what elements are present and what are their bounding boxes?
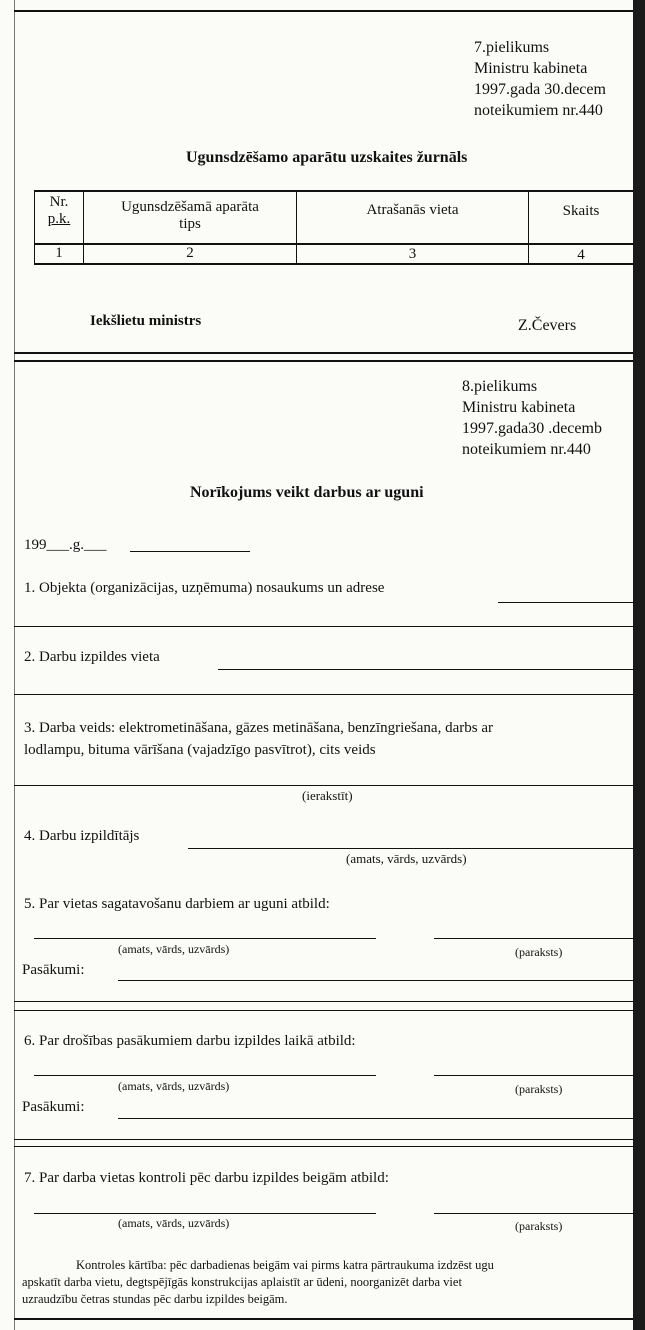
control-sign-note: (paraksts) bbox=[515, 1219, 563, 1233]
table-col-number: 3 bbox=[408, 246, 417, 262]
table-col-number: 2 bbox=[186, 245, 194, 261]
bottom-border-line bbox=[14, 1318, 634, 1320]
item-executor: 4. Darbu izpildītājs bbox=[24, 828, 140, 844]
annex7-title: Ugunsdzēšamo aparātu uzskaites žurnāls bbox=[186, 149, 468, 166]
table-header-count: Skaits bbox=[562, 203, 600, 219]
work-type-note: (ierakstīt) bbox=[302, 788, 353, 803]
item-work-type-line2: lodlampu, bituma vārīšana (vajadzīgo pasvītrot), cits veids bbox=[24, 742, 376, 758]
control-procedure-line1: Kontroles kārtība: pēc darbadienas beigām vai pirms katra pārtraukuma izdzēst ugu bbox=[76, 1258, 494, 1272]
right-edge-bar bbox=[633, 0, 645, 1330]
annex7-ref-line: noteikumiem nr.440 bbox=[474, 102, 603, 119]
table-col-number: 1 bbox=[55, 245, 63, 261]
item-object: 1. Objekta (organizācijas, uzņēmuma) nosaukums un adrese bbox=[24, 580, 385, 596]
item-location: 2. Darbu izpildes vieta bbox=[24, 649, 160, 665]
top-border-line bbox=[14, 10, 634, 12]
annex8-ref-line: 1997.gada30 .decemb bbox=[462, 420, 602, 437]
annex7-ref-line: 1997.gada 30.decem bbox=[474, 81, 606, 98]
table-header-location: Atrašanās vieta bbox=[366, 202, 459, 218]
item-preparation: 5. Par vietas sagatavošanu darbiem ar uguni atbild: bbox=[24, 896, 330, 912]
annex8-ref-line: noteikumiem nr.440 bbox=[462, 441, 591, 458]
item-safety: 6. Par drošības pasākumiem darbu izpildes laikā atbild: bbox=[24, 1033, 356, 1049]
annex-separator bbox=[14, 352, 634, 354]
safety-measures-label: Pasākumi: bbox=[22, 1099, 85, 1115]
control-name-note: (amats, vārds, uzvārds) bbox=[118, 1216, 230, 1230]
date-line: 199___.g.___ bbox=[24, 537, 107, 553]
annex8-ref-line: 8.pielikums bbox=[462, 378, 538, 395]
date-fill-line bbox=[130, 551, 250, 552]
item-work-type-line1: 3. Darba veids: elektrometināšana, gāzes metināšana, benzīngriešana, darbs ar bbox=[24, 720, 493, 736]
executor-note: (amats, vārds, uzvārds) bbox=[346, 851, 467, 866]
minister-name: Z.Čevers bbox=[518, 317, 577, 334]
left-border-line bbox=[14, 0, 15, 1330]
annex8-title: Norīkojums veikt darbus ar uguni bbox=[190, 484, 424, 501]
annex8-ref-line: Ministru kabineta bbox=[462, 399, 576, 416]
annex-separator bbox=[14, 360, 634, 362]
safety-sign-note: (paraksts) bbox=[515, 1082, 563, 1096]
item-control: 7. Par darba vietas kontroli pēc darbu izpildes beigām atbild: bbox=[24, 1170, 389, 1186]
prep-sign-note: (paraksts) bbox=[515, 945, 563, 959]
annex7-reference bbox=[474, 37, 606, 121]
control-procedure-line2: apskatīt darba vietu, degtspējīgās konstrukcijas aplaistīt ar ūdeni, noorganizēt darba viet bbox=[22, 1275, 462, 1289]
annex8-reference bbox=[462, 376, 602, 460]
annex7-ref-line: Ministru kabineta bbox=[474, 60, 588, 77]
control-procedure-line3: uzraudzību četras stundas pēc darbu izpildes beigām. bbox=[22, 1292, 288, 1306]
prep-name-note: (amats, vārds, uzvārds) bbox=[118, 942, 230, 956]
safety-name-note: (amats, vārds, uzvārds) bbox=[118, 1079, 230, 1093]
annex7-ref-line: 7.pielikums bbox=[474, 39, 550, 56]
table-col-number: 4 bbox=[577, 247, 585, 263]
minister-label: Iekšlietu ministrs bbox=[90, 313, 202, 329]
table-header-nr: Nr. p.k. bbox=[47, 194, 71, 227]
table-header-type: Ugunsdzēšamā aparāta tips bbox=[121, 199, 259, 232]
prep-measures-label: Pasākumi: bbox=[22, 962, 85, 978]
